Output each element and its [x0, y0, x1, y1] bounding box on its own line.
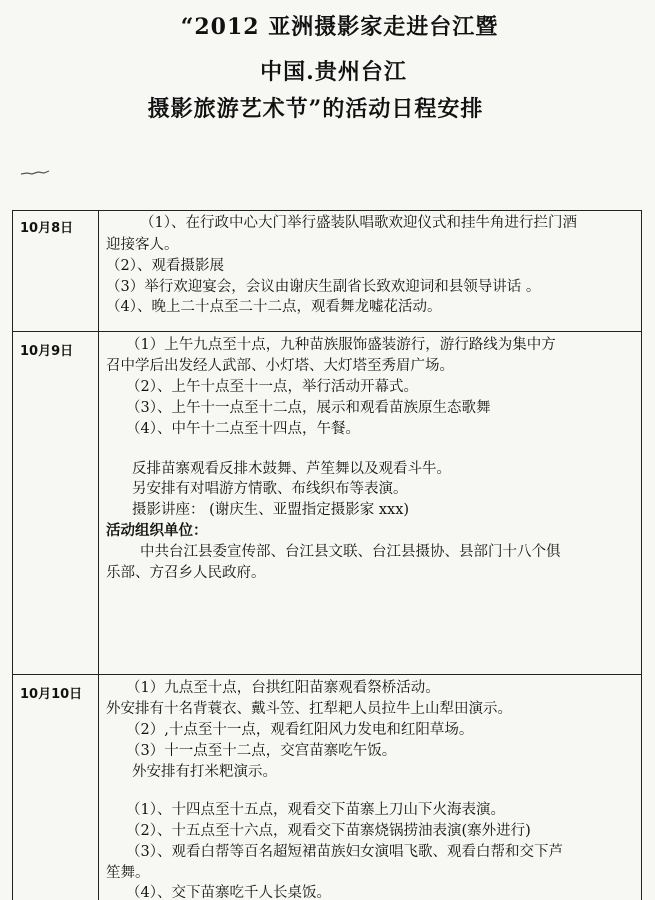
table-column-divider	[98, 331, 99, 674]
schedule-item: （1）、在行政中心大门举行盛装队唱歌欢迎仪式和挂牛角进行拦门酒	[140, 215, 577, 231]
schedule-item: 笙舞。	[106, 865, 150, 881]
schedule-item: （3）举行欢迎宴会，会议由谢庆生副省长致欢迎词和县领导讲话 。	[106, 279, 541, 295]
schedule-item: （3）十一点至十二点，交宫苗寨吃午饭。	[126, 743, 397, 759]
schedule-item: （4）、交下苗寨吃千人长桌饭。	[126, 885, 331, 900]
organizer-heading: 活动组织单位：	[106, 522, 208, 539]
table-row-divider	[12, 674, 642, 675]
table-column-divider	[98, 674, 99, 900]
document-title-line-3: 摄影旅游艺术节”的活动日程安排	[147, 96, 484, 122]
table-column-divider	[98, 210, 99, 331]
schedule-item: （3）、观看白帮等百名超短裙苗族妇女演唱飞歌、观看白帮和交下芦	[126, 844, 563, 860]
schedule-item: 摄影讲座： (谢庆生、亚盟指定摄影家 xxx)	[132, 502, 410, 518]
schedule-date: 10月10日	[20, 687, 83, 702]
table-row-divider	[12, 331, 642, 332]
schedule-item: 乐部、方召乡人民政府。	[106, 565, 266, 581]
schedule-item: （4）、晚上二十点至二十二点，观看舞龙嘘花活动。	[106, 299, 442, 315]
schedule-item: （1）上午九点至十点，九种苗族服饰盛装游行，游行路线为集中方	[126, 337, 556, 353]
schedule-item: （1）九点至十点，台拱红阳苗寨观看祭桥活动。	[126, 680, 440, 696]
schedule-item: 迎接客人。	[106, 237, 179, 253]
document-title-line-2: 中国.贵州台江	[260, 59, 407, 85]
schedule-item: 反排苗寨观看反排木鼓舞、芦笙舞以及观看斗牛。	[132, 461, 451, 477]
scan-speck-mark	[20, 170, 50, 176]
schedule-item: （2）、十五点至十六点，观看交下苗寨烧锅捞油表演(寨外进行)	[126, 823, 531, 839]
schedule-item: （2）、上午十点至十一点，举行活动开幕式。	[126, 379, 418, 395]
schedule-item: （2）,十点至十一点，观看红阳风力发电和红阳草场。	[126, 722, 474, 738]
schedule-item: （3）、上午十一点至十二点，展示和观看苗族原生态歌舞	[126, 400, 491, 416]
schedule-item: 另安排有对唱游方情歌、布线织布等表演。	[132, 481, 408, 497]
table-top-border	[12, 210, 642, 211]
schedule-item: （2）、观看摄影展	[106, 258, 224, 274]
schedule-date: 10月8日	[20, 221, 74, 236]
schedule-item: 外安排有打米粑演示。	[132, 764, 277, 780]
schedule-item: 召中学后出发经人武部、小灯塔、大灯塔至秀眉广场。	[106, 358, 454, 374]
schedule-date: 10月9日	[20, 344, 74, 359]
schedule-item: （1）、十四点至十五点，观看交下苗寨上刀山下火海表演。	[126, 802, 505, 818]
document-title-line-1: “2012 亚洲摄影家走进台江暨	[180, 14, 499, 40]
schedule-item: 外安排有十名背蓑衣、戴斗笠、扛犁耙人员拉牛上山犁田演示。	[106, 701, 512, 717]
schedule-item: （4）、中午十二点至十四点，午餐。	[126, 421, 360, 437]
schedule-item: 中共台江县委宣传部、台江县文联、台江县摄协、县部门十八个俱	[140, 544, 561, 560]
